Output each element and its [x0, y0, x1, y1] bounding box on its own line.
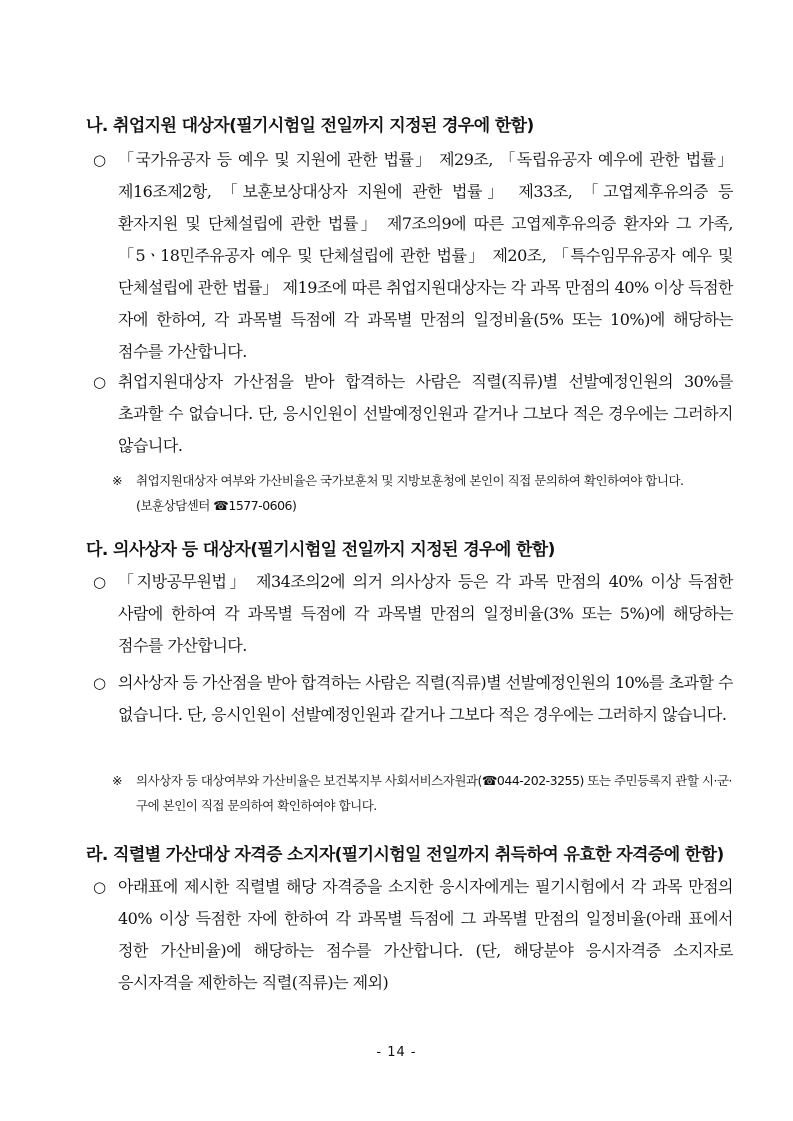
list-item [93, 566, 733, 662]
item-text: 「지방공무원법」 제34조의2에 의거 의사상자 등은 각 과목 만점의 40% 이상 득점한 사람에 한하여 각 과목별 득점에 각 과목별 만점의 일정비율(3% 또는 5%)에 해당하는 점수를 가산합니다. [118, 572, 733, 655]
bullet-icon: ○ [93, 151, 107, 169]
item-text: 취업지원대상자 가산점을 받아 합격하는 사람은 직렬(직류)별 선발예정인원의 30%를 초과할 수 없습니다. 단, 응시인원이 선발예정인원과 같거나 그보다 적은 경우에는 그러하지 않습니다. [118, 372, 733, 455]
bullet-icon: ○ [93, 878, 107, 896]
section-heading-na: 나. 취업지원 대상자(필기시험일 전일까지 지정된 경우에 한함) [86, 116, 534, 136]
item-text: 의사상자 등 가산점을 받아 합격하는 사람은 직렬(직류)별 선발예정인원의 10%를 초과할 수 없습니다. 단, 응시인원이 선발예정인원과 같거나 그보다 적은 경우에는 그러하지 않습니다. [118, 673, 733, 724]
bullet-icon: ○ [93, 373, 107, 391]
list-item [93, 366, 733, 462]
page-number: - 14 - [376, 1045, 417, 1060]
note-mark-icon: ※ [112, 773, 123, 788]
item-text: 「국가유공자 등 예우 및 지원에 관한 법률」 제29조, 「독립유공자 예우에 관한 법률」 제16조제2항, 「보훈보상대상자 지원에 관한 법률」 제33조, 「고엽제후유의증 등 환자지원 및 단체설립에 관한 법률」 제7조의9에 따른 고엽제후유의증 환자와 그 가족, 「5ㆍ18민주유공자 예우 및 단체설립에 관한 법률」 제20조, 「특수임무유공자 예우 및 단체설립에 관한 법률」 제19조에 따른 취업지원대상자는 각 과목 만점의 40% 이상 득점한 자에 한하여, 각 과목별 득점에 각 과목별 만점의 일정비율(5% 또는 10%)에 해당하는 점수를 가산합니다. [118, 150, 733, 361]
note-mark-icon: ※ [112, 473, 123, 488]
list-item [93, 667, 733, 731]
item-text: 아래표에 제시한 직렬별 해당 자격증을 소지한 응시자에게는 필기시험에서 각 과목 만점의 40% 이상 득점한 자에 한하여 각 과목별 득점에 그 과목별 만점의 일정비율(아래 표에서 정한 가산비율)에 해당하는 점수를 가산합니다. (단, 해당분야 응시자격증 소지자로 응시자격을 제한하는 직렬(직류)는 제외) [118, 877, 733, 992]
note-text: 의사상자 등 대상여부와 가산비율은 보건복지부 사회서비스자원과(☎044-202-3255) 또는 주민등록지 관할 시·군·구에 본인이 직접 문의하여 확인하여야 합니다. [136, 773, 733, 813]
bullet-icon: ○ [93, 674, 107, 692]
note-text: 취업지원대상자 여부와 가산비율은 국가보훈처 및 지방보훈청에 본인이 직접 문의하여 확인하여야 합니다.(보훈상담센터 ☎1577-0606) [136, 473, 684, 513]
section-heading-ra: 라. 직렬별 가산대상 자격증 소지자(필기시험일 전일까지 취득하여 유효한 자격증에 한함) [86, 845, 724, 865]
note [112, 468, 734, 518]
list-item [93, 144, 733, 368]
list-item [93, 871, 733, 999]
note [112, 768, 734, 818]
bullet-icon: ○ [93, 573, 107, 591]
section-heading-da: 다. 의사상자 등 대상자(필기시험일 전일까지 지정된 경우에 한함) [86, 540, 555, 560]
